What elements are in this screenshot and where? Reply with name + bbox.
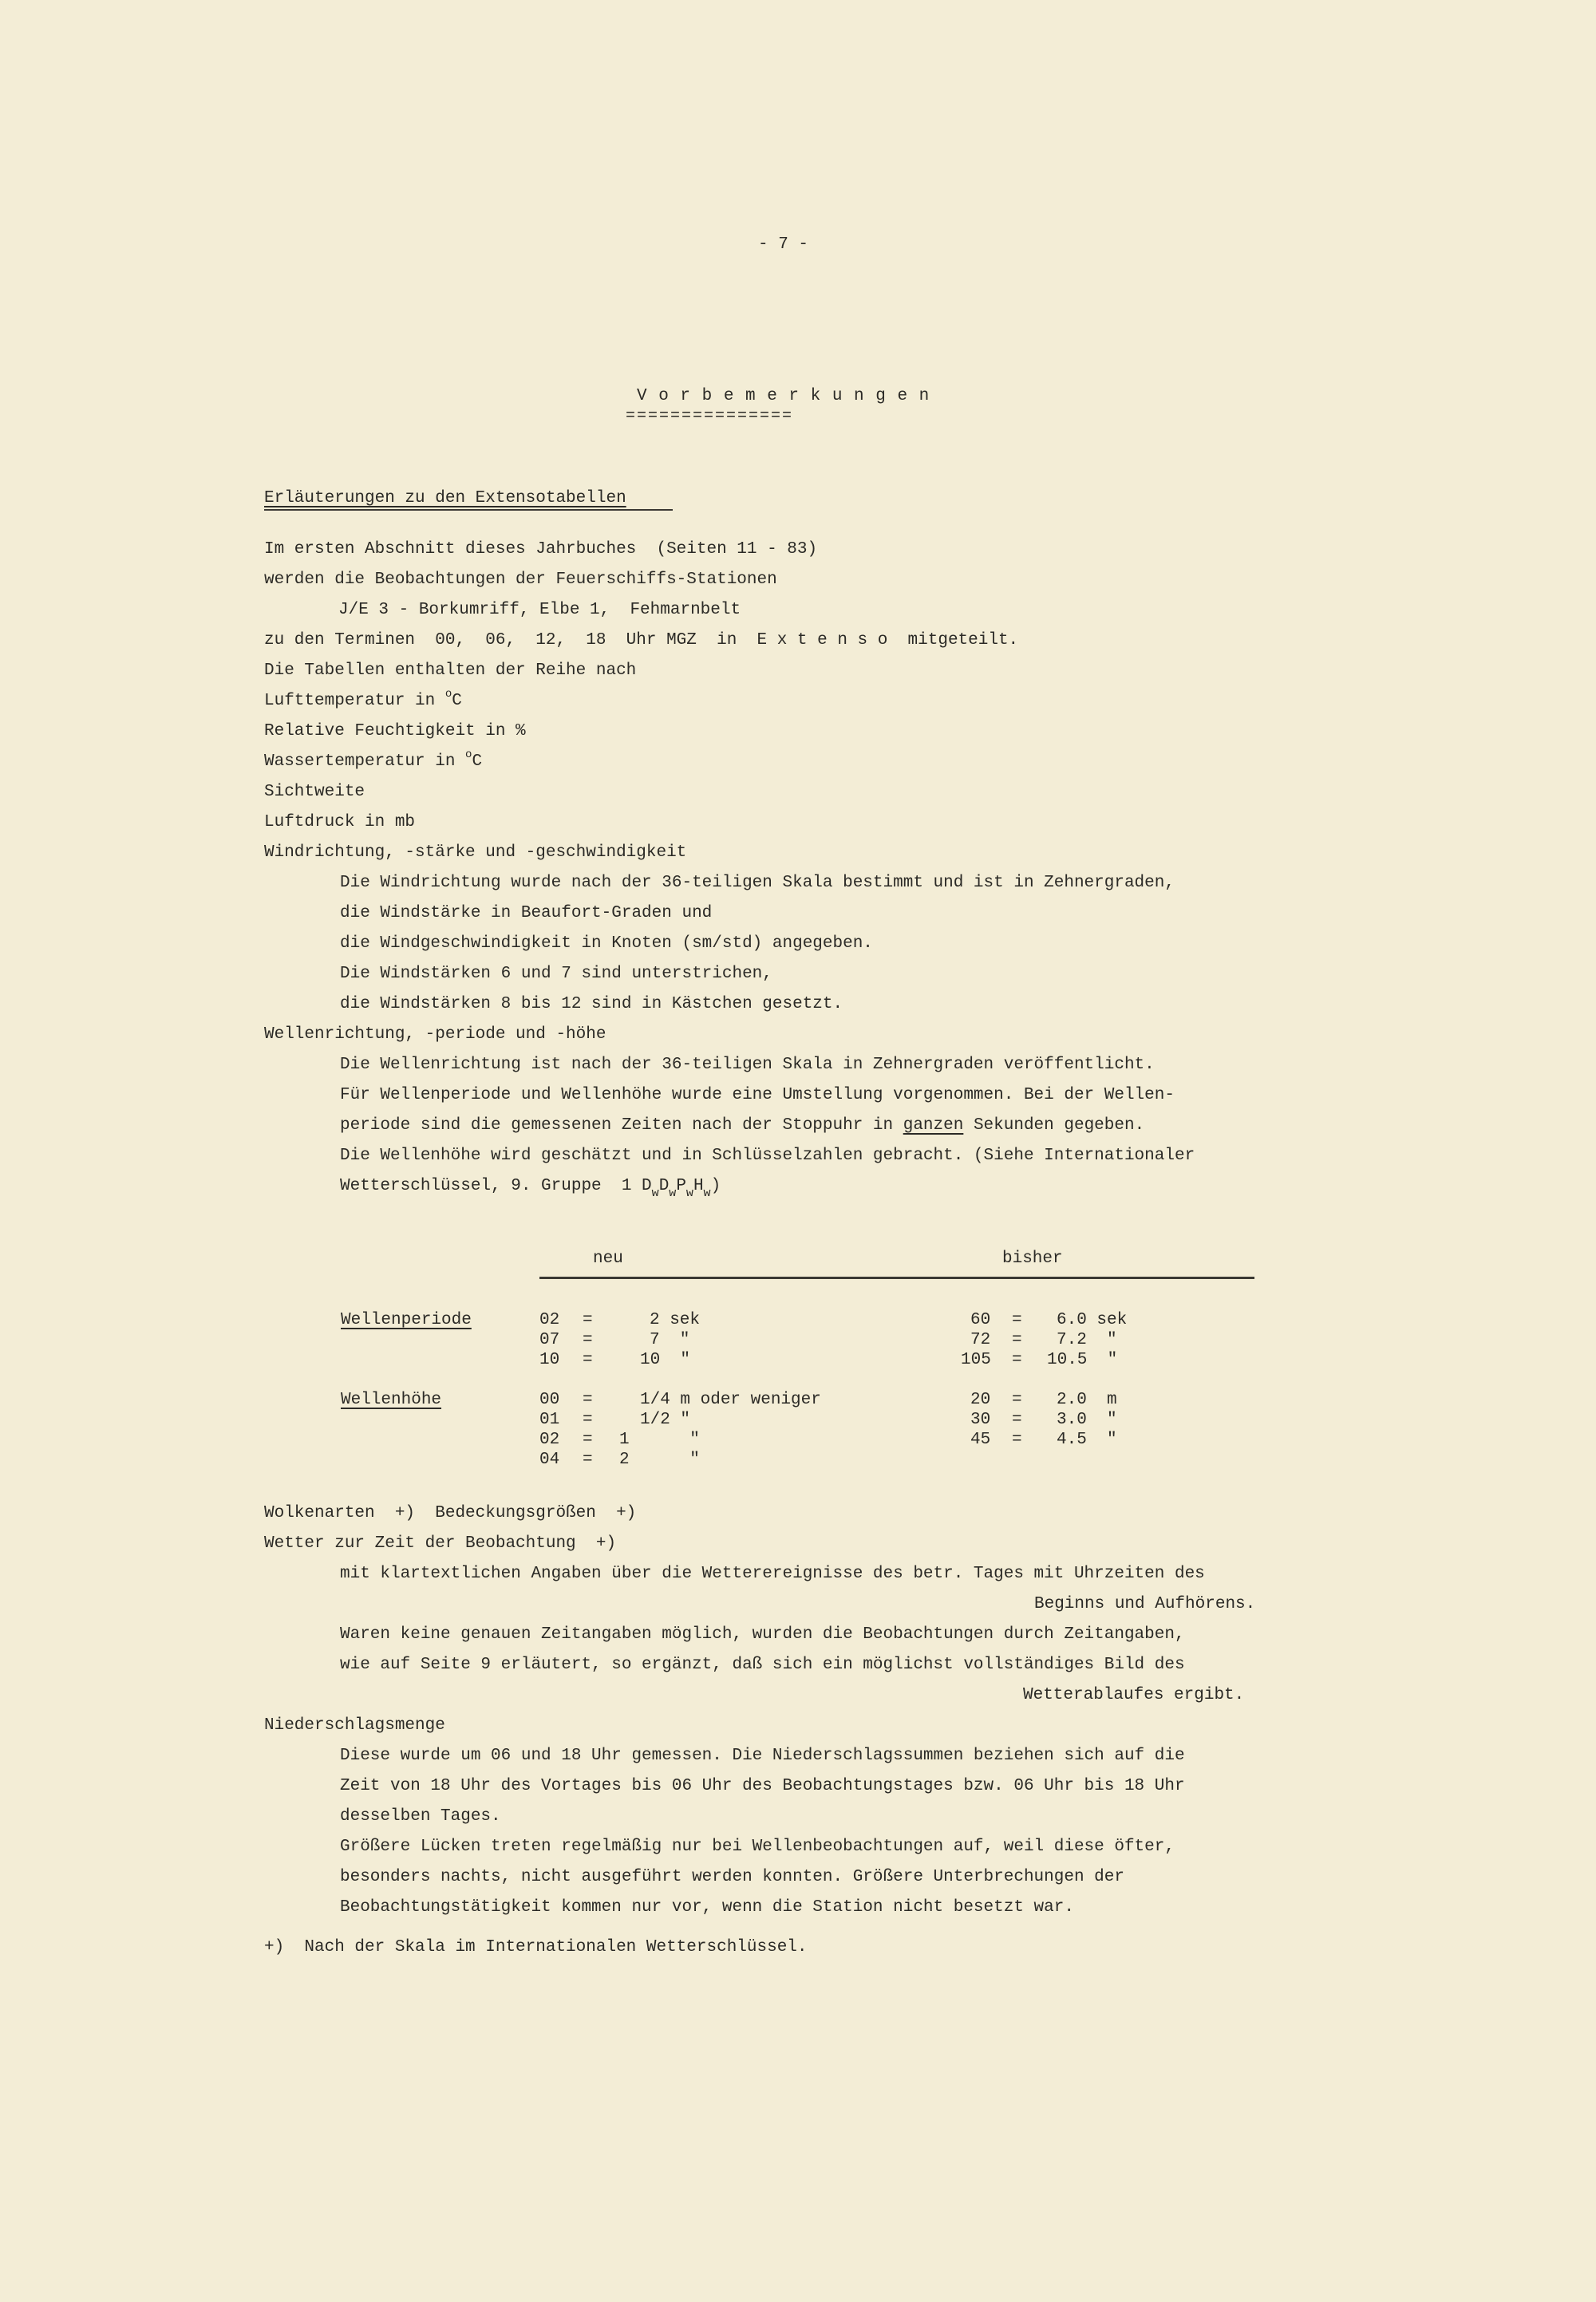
title-underline: =============== xyxy=(626,407,794,425)
wind-line-1: Die Windrichtung wurde nach der 36-teiligen Skala bestimmt und ist in Zehnergraden, xyxy=(340,874,1175,892)
period-value: 2 sek xyxy=(650,1311,701,1329)
document-title: V o r b e m e r k u n g e n xyxy=(637,387,930,405)
height-old-code: 20 xyxy=(970,1391,991,1409)
wave-line-4: Die Wellenhöhe wird geschätzt und in Schlüsselzahlen gebracht. (Siehe Internationaler xyxy=(340,1147,1195,1165)
period-old-value: 6.0 sek xyxy=(1057,1311,1128,1329)
footnote: +) Nach der Skala im Internationalen Wetterschlüssel. xyxy=(264,1938,808,1957)
height-code: 04 xyxy=(539,1451,560,1469)
precip-line-6: Beobachtungstätigkeit kommen nur vor, wenn die Station nicht besetzt war. xyxy=(340,1898,1074,1917)
height-old-code: 30 xyxy=(970,1411,991,1429)
period-old-code: 72 xyxy=(970,1331,991,1349)
height-eq: = xyxy=(583,1451,593,1469)
weather-heading: Wetter zur Zeit der Beobachtung +) xyxy=(264,1534,617,1553)
height-old-value: 4.5 " xyxy=(1057,1431,1117,1449)
wave-line-2: Für Wellenperiode und Wellenhöhe wurde eine Umstellung vorgenommen. Bei der Wellen- xyxy=(340,1086,1175,1104)
item-air-pressure: Luftdruck in mb xyxy=(264,813,416,831)
intro-line-2: werden die Beobachtungen der Feuerschiffs-Stationen xyxy=(264,571,777,589)
period-old-code: 60 xyxy=(970,1311,991,1329)
period-code: 10 xyxy=(539,1351,560,1369)
weather-line-4: wie auf Seite 9 erläutert, so ergänzt, daß sich ein möglichst vollständiges Bild des xyxy=(340,1656,1185,1674)
wind-line-4: Die Windstärken 6 und 7 sind unterstrichen, xyxy=(340,965,772,983)
period-value: 10 " xyxy=(640,1351,691,1369)
period-old-code: 105 xyxy=(961,1351,991,1369)
height-old-eq: = xyxy=(1012,1431,1022,1449)
height-old-eq: = xyxy=(1012,1391,1022,1409)
height-old-code: 45 xyxy=(970,1431,991,1449)
item-water-temperature: Wassertemperatur in $^o$C xyxy=(264,748,483,771)
period-old-value: 10.5 " xyxy=(1047,1351,1118,1369)
table-header-new: neu xyxy=(593,1250,623,1268)
weather-line-2: Beginns und Aufhörens. xyxy=(1034,1595,1256,1613)
period-value: 7 " xyxy=(650,1331,690,1349)
height-value: 1/4 m oder weniger xyxy=(640,1391,821,1409)
wind-line-3: die Windgeschwindigkeit in Knoten (sm/std) angegeben. xyxy=(340,934,873,953)
wind-line-5: die Windstärken 8 bis 12 sind in Kästchen gesetzt. xyxy=(340,995,843,1013)
height-old-value: 3.0 " xyxy=(1057,1411,1117,1429)
label-wave-period: Wellenperiode xyxy=(341,1311,472,1329)
wind-line-2: die Windstärke in Beaufort-Graden und xyxy=(340,904,713,922)
item-visibility: Sichtweite xyxy=(264,783,365,801)
table-header-rule xyxy=(539,1277,1254,1279)
item-wind: Windrichtung, -stärke und -geschwindigkeit xyxy=(264,843,687,862)
section-heading-underline xyxy=(264,509,673,511)
weather-line-5: Wetterablaufes ergibt. xyxy=(1023,1686,1245,1704)
height-code: 00 xyxy=(539,1391,560,1409)
height-code: 01 xyxy=(539,1411,560,1429)
item-relative-humidity: Relative Feuchtigkeit in % xyxy=(264,722,526,740)
height-value: 1 " xyxy=(619,1431,700,1449)
height-value: 1/2 " xyxy=(640,1411,691,1429)
period-eq: = xyxy=(583,1331,593,1349)
precip-line-4: Größere Lücken treten regelmäßig nur bei Wellenbeobachtungen auf, weil diese öfter, xyxy=(340,1838,1175,1856)
precip-line-3: desselben Tages. xyxy=(340,1807,501,1826)
precip-heading: Niederschlagsmenge xyxy=(264,1716,445,1735)
height-eq: = xyxy=(583,1431,593,1449)
label-wave-height: Wellenhöhe xyxy=(341,1391,442,1409)
height-old-value: 2.0 m xyxy=(1057,1391,1117,1409)
precip-line-5: besonders nachts, nicht ausgeführt werden konnten. Größere Unterbrechungen der xyxy=(340,1868,1124,1886)
item-air-temperature: Lufttemperatur in $^o$C xyxy=(264,688,462,710)
precip-line-1: Diese wurde um 06 und 18 Uhr gemessen. Die Niederschlagssummen beziehen sich auf die xyxy=(340,1747,1185,1765)
station-list: J/E 3 - Borkumriff, Elbe 1, Fehmarnbelt xyxy=(338,601,741,619)
height-value: 2 " xyxy=(619,1451,700,1469)
intro-line-5: Die Tabellen enthalten der Reihe nach xyxy=(264,661,637,680)
wave-line-1: Die Wellenrichtung ist nach der 36-teiligen Skala in Zehnergraden veröffentlicht. xyxy=(340,1056,1155,1074)
height-old-eq: = xyxy=(1012,1411,1022,1429)
intro-line-1: Im ersten Abschnitt dieses Jahrbuches (Seiten 11 - 83) xyxy=(264,540,818,559)
page-number: - 7 - xyxy=(758,235,809,254)
clouds-line: Wolkenarten +) Bedeckungsgrößen +) xyxy=(264,1504,637,1522)
weather-line-1: mit klartextlichen Angaben über die Wetterereignisse des betr. Tages mit Uhrzeiten des xyxy=(340,1565,1205,1583)
intro-line-4: zu den Terminen 00, 06, 12, 18 Uhr MGZ in E x t e n s o mitgeteilt. xyxy=(264,631,1019,650)
wave-heading: Wellenrichtung, -periode und -höhe xyxy=(264,1025,606,1044)
weather-line-3: Waren keine genauen Zeitangaben möglich, wurden die Beobachtungen durch Zeitangaben, xyxy=(340,1625,1185,1644)
period-old-value: 7.2 " xyxy=(1057,1331,1117,1349)
period-code: 07 xyxy=(539,1331,560,1349)
period-eq: = xyxy=(583,1351,593,1369)
period-eq: = xyxy=(583,1311,593,1329)
period-old-eq: = xyxy=(1012,1311,1022,1329)
period-code: 02 xyxy=(539,1311,560,1329)
height-eq: = xyxy=(583,1411,593,1429)
period-old-eq: = xyxy=(1012,1351,1022,1369)
ganzen-underlined: ganzen xyxy=(903,1116,964,1135)
wave-line-5: Wetterschlüssel, 9. Gruppe 1 $D_wD_wP_wH_w$) xyxy=(340,1177,721,1200)
wave-line-3: periode sind die gemessenen Zeiten nach der Stoppuhr in ganzen Sekunden gegeben. xyxy=(340,1116,1145,1135)
table-header-old: bisher xyxy=(1002,1250,1063,1268)
precip-line-2: Zeit von 18 Uhr des Vortages bis 06 Uhr des Beobachtungstages bzw. 06 Uhr bis 18 Uhr xyxy=(340,1777,1185,1795)
period-old-eq: = xyxy=(1012,1331,1022,1349)
height-code: 02 xyxy=(539,1431,560,1449)
section-heading: Erläuterungen zu den Extensotabellen xyxy=(264,489,626,507)
height-eq: = xyxy=(583,1391,593,1409)
